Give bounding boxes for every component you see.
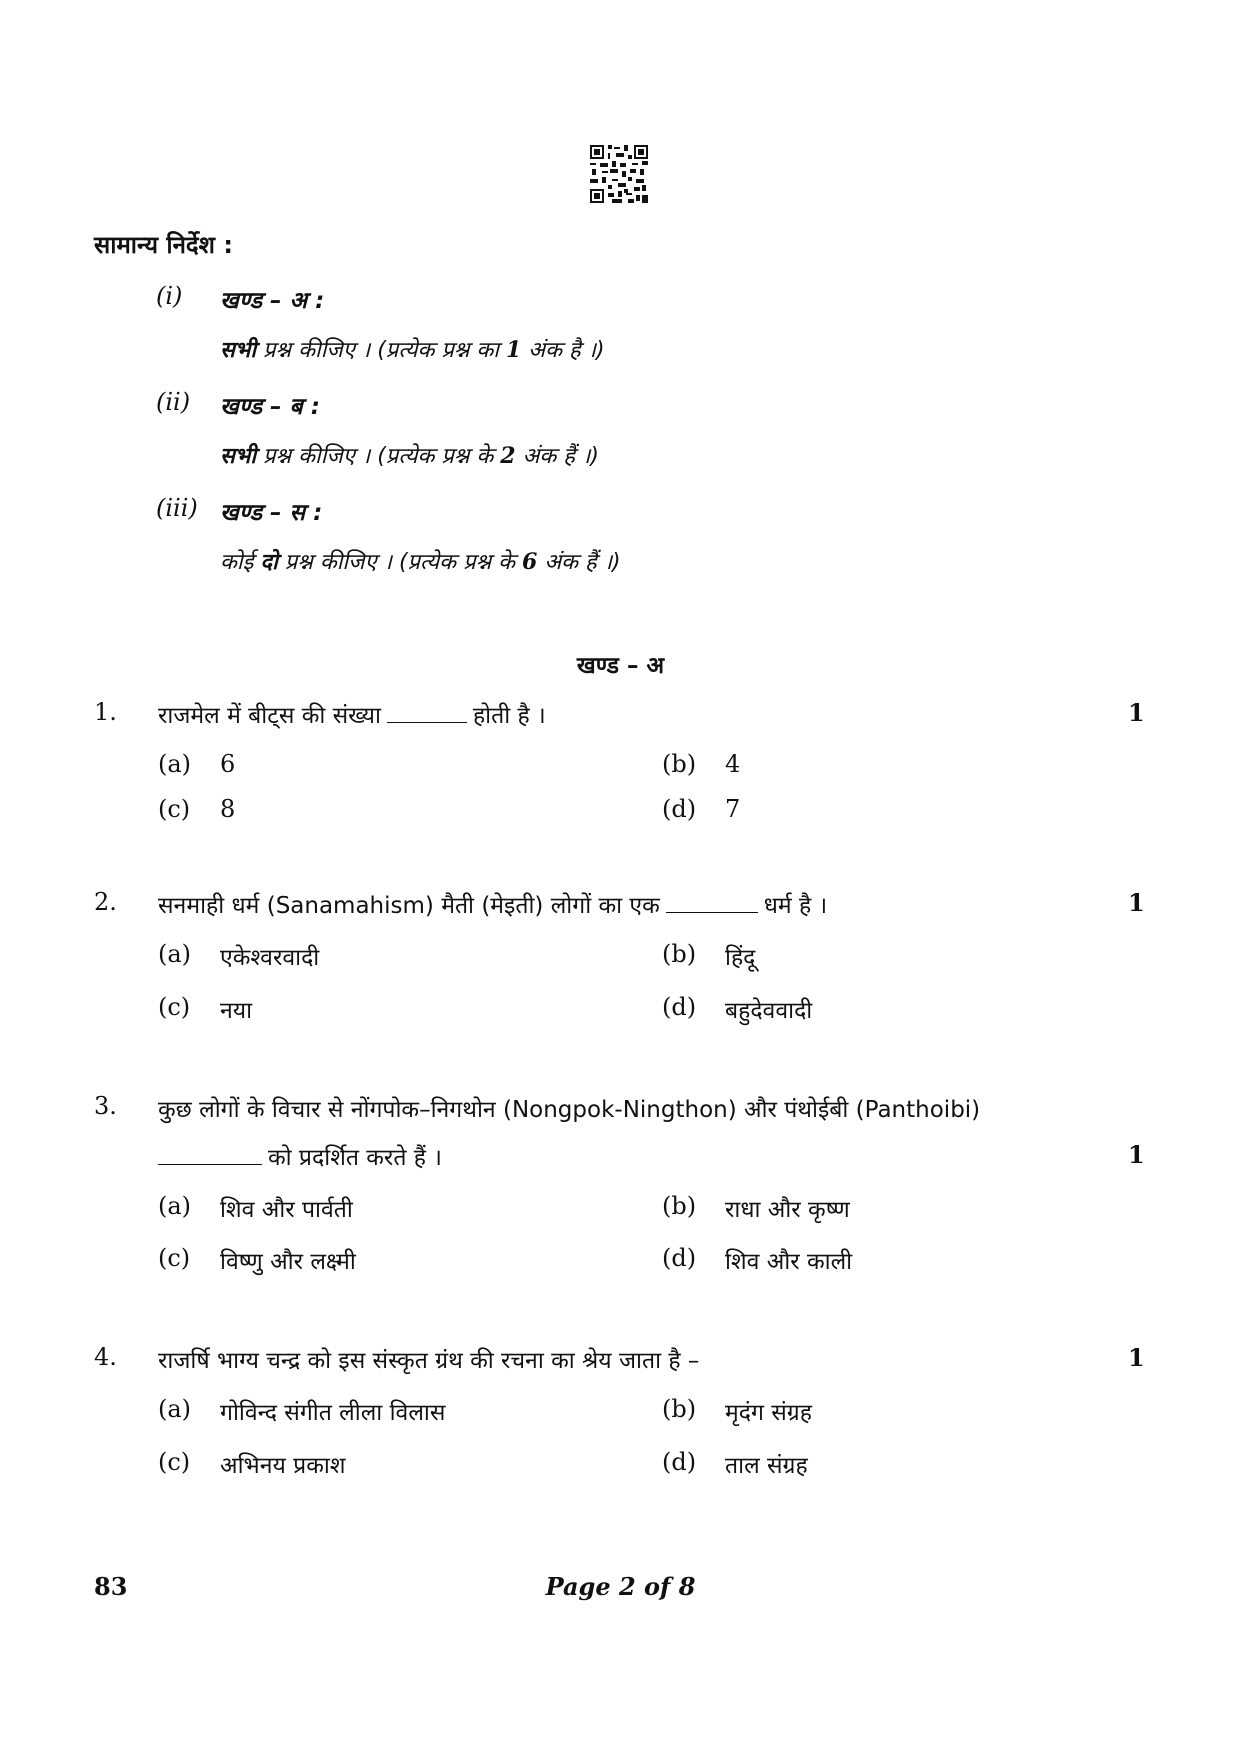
option-label: (d) [662, 795, 697, 823]
option-text: विष्णु और लक्ष्मी [220, 1249, 356, 1275]
instruction-text: कोई दो प्रश्न कीजिए । (प्रत्येक प्रश्न के 6 अंक हैं ।) [220, 549, 621, 575]
option-label: (a) [158, 1395, 192, 1423]
option-text: नया [220, 998, 253, 1024]
option-text: 4 [725, 750, 741, 778]
option-text: ताल संग्रह [725, 1453, 808, 1479]
option-label: (d) [662, 1448, 697, 1476]
option-text: अभिनय प्रकाश [220, 1453, 346, 1479]
option-text: हिंदू [725, 945, 756, 971]
option-label: (a) [158, 1192, 192, 1220]
option-label: (c) [158, 1448, 191, 1476]
question-number: 4. [94, 1343, 117, 1371]
option-label: (b) [662, 1192, 697, 1220]
instruction-title: खण्ड – ब : [220, 394, 320, 420]
option-text: शिव और पार्वती [220, 1197, 353, 1223]
option-label: (b) [662, 750, 697, 778]
option-label: (c) [158, 993, 191, 1021]
option-text: राधा और कृष्ण [725, 1197, 850, 1223]
question-number: 2. [94, 888, 117, 916]
question-text: राजर्षि भाग्य चन्द्र को इस संस्कृत ग्रंथ की रचना का श्रेय जाता है – [158, 1348, 700, 1374]
option-label: (a) [158, 750, 192, 778]
option-label: (b) [662, 1395, 697, 1423]
instruction-number: (ii) [156, 388, 191, 416]
instruction-title: खण्ड – स : [220, 500, 323, 526]
option-text: 7 [725, 795, 741, 823]
question-marks: 1 [1128, 1343, 1145, 1372]
option-label: (c) [158, 795, 191, 823]
instruction-text: सभी प्रश्न कीजिए । (प्रत्येक प्रश्न का 1 अंक है ।) [220, 337, 605, 363]
answer-blank [387, 700, 467, 723]
question-text: कुछ लोगों के विचार से नोंगपोक–निगथोन (Nongpok-Ningthon) और पंथोईबी (Panthoibi) [158, 1097, 981, 1123]
question-marks: 1 [1128, 888, 1145, 917]
instructions-heading: सामान्य निर्देश : [94, 231, 233, 259]
section-title: खण्ड – अ [576, 653, 665, 679]
question-text: सनमाही धर्म (Sanamahism) मैती (मेइती) लोगों का एक धर्म है । [158, 888, 827, 920]
answer-blank [666, 890, 758, 913]
instruction-title: खण्ड – अ : [220, 288, 325, 314]
option-label: (a) [158, 940, 192, 968]
instruction-number: (i) [156, 282, 183, 310]
option-label: (c) [158, 1244, 191, 1272]
instruction-number: (iii) [156, 494, 198, 522]
option-text: शिव और काली [725, 1249, 853, 1275]
option-text: 6 [220, 750, 236, 778]
option-text: 8 [220, 795, 236, 823]
instruction-text: सभी प्रश्न कीजिए । (प्रत्येक प्रश्न के 2 अंक हैं ।) [220, 443, 599, 469]
option-text: एकेश्वरवादी [220, 945, 320, 971]
option-label: (d) [662, 993, 697, 1021]
question-number: 3. [94, 1092, 117, 1120]
answer-blank [158, 1142, 262, 1165]
paper-code: 83 [94, 1572, 128, 1601]
qr-code-icon [590, 145, 648, 203]
page-number: Page 2 of 8 [545, 1572, 696, 1601]
question-text: को प्रदर्शित करते हैं । [158, 1140, 442, 1172]
option-text: बहुदेववादी [725, 998, 813, 1024]
question-text: राजमेल में बीट्स की संख्या होती है । [158, 698, 546, 730]
option-label: (d) [662, 1244, 697, 1272]
option-text: मृदंग संग्रह [725, 1400, 812, 1426]
question-marks: 1 [1128, 698, 1145, 727]
option-label: (b) [662, 940, 697, 968]
question-marks: 1 [1128, 1140, 1145, 1169]
question-number: 1. [94, 698, 117, 726]
option-text: गोविन्द संगीत लीला विलास [220, 1400, 446, 1426]
